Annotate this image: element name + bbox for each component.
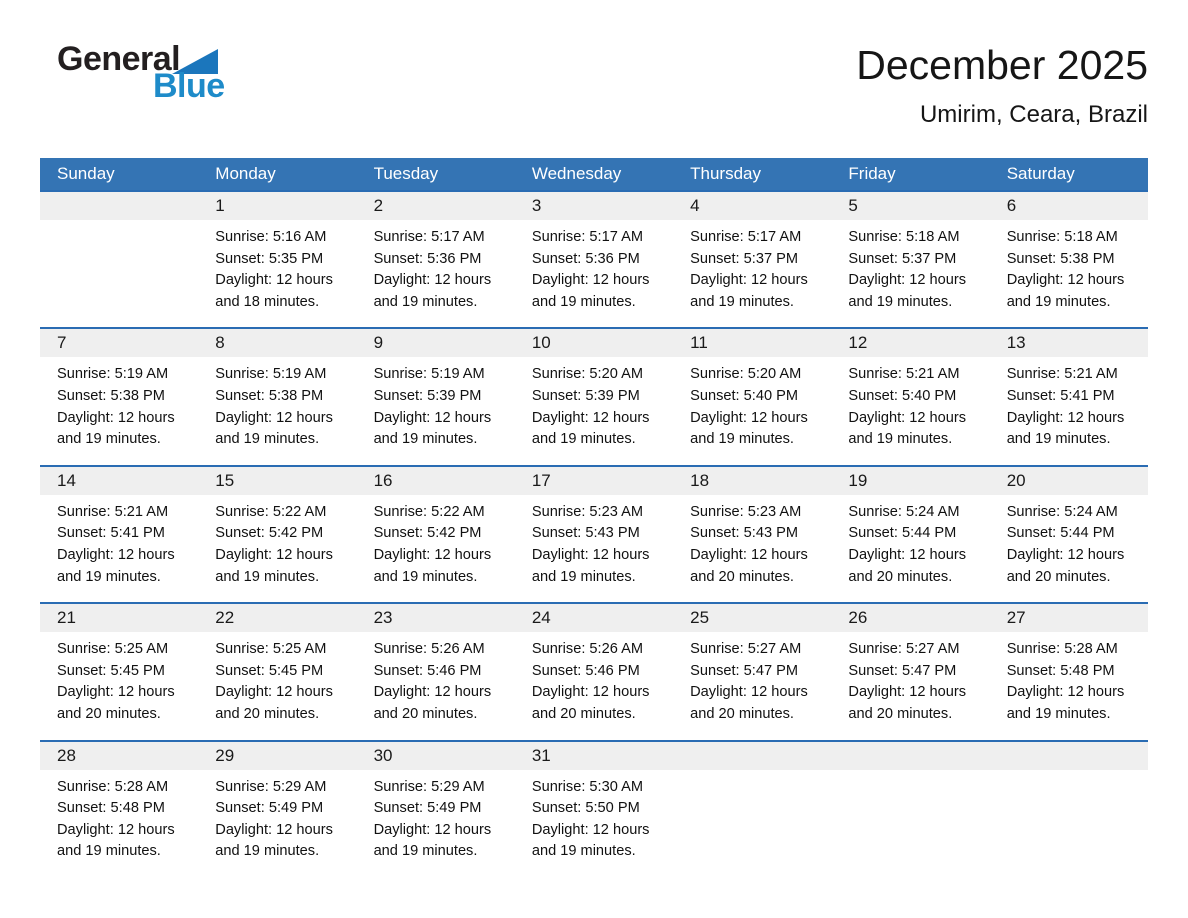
day-number-band xyxy=(40,329,198,357)
daylight-a-text: Daylight: 12 hours xyxy=(690,409,808,426)
sunrise-text: Sunrise: 5:20 AM xyxy=(531,366,643,383)
daylight-a-text: Daylight: 12 hours xyxy=(690,272,808,289)
day-info xyxy=(990,220,1148,327)
week-row-5 xyxy=(40,741,1148,877)
empty-day-cell xyxy=(990,741,1148,877)
daylight-a-text: Daylight: 12 hours xyxy=(690,546,808,563)
day-info xyxy=(673,357,831,464)
day-cell-28 xyxy=(40,741,198,877)
sunset-text: Sunset: 5:39 PM xyxy=(531,387,640,404)
logo-text-blue: Blue xyxy=(153,67,225,105)
daylight-b-text: and 19 minutes. xyxy=(57,568,161,585)
day-number-band xyxy=(198,604,356,632)
day-info xyxy=(515,495,673,602)
week-row-2 xyxy=(40,328,1148,465)
daylight-b-text: and 20 minutes. xyxy=(848,705,953,722)
daylight-b-text: and 20 minutes. xyxy=(215,705,320,722)
day-number: 30 xyxy=(373,745,393,765)
sunrise-text: Sunrise: 5:19 AM xyxy=(57,366,169,383)
daylight-b-text: and 20 minutes. xyxy=(373,705,478,722)
sunset-text: Sunset: 5:40 PM xyxy=(848,387,957,404)
daylight-a-text: Daylight: 12 hours xyxy=(531,409,650,426)
sunset-text: Sunset: 5:42 PM xyxy=(373,525,482,542)
day-info xyxy=(40,495,198,602)
sunrise-text: Sunrise: 5:22 AM xyxy=(373,503,485,520)
daylight-b-text: and 19 minutes. xyxy=(215,568,320,585)
day-number-band xyxy=(40,192,198,220)
day-info xyxy=(357,495,515,602)
sunset-text: Sunset: 5:49 PM xyxy=(215,800,324,817)
day-info xyxy=(198,357,356,464)
sunrise-text: Sunrise: 5:26 AM xyxy=(373,641,485,658)
day-number: 28 xyxy=(57,745,76,765)
daylight-a-text: Daylight: 12 hours xyxy=(848,409,967,426)
calendar-body xyxy=(40,191,1148,877)
sunrise-text: Sunrise: 5:24 AM xyxy=(848,503,960,520)
sunset-text: Sunset: 5:42 PM xyxy=(215,525,324,542)
day-number-band xyxy=(831,742,989,770)
sunset-text: Sunset: 5:39 PM xyxy=(373,387,482,404)
day-number: 15 xyxy=(215,470,235,490)
day-info xyxy=(990,632,1148,739)
day-cell-25 xyxy=(673,603,831,740)
daylight-b-text: and 19 minutes. xyxy=(848,293,953,310)
daylight-a-text: Daylight: 12 hours xyxy=(373,684,492,701)
day-number-band xyxy=(990,742,1148,770)
day-cell-6 xyxy=(990,191,1148,328)
daylight-b-text: and 19 minutes. xyxy=(531,568,636,585)
day-number-band xyxy=(990,192,1148,220)
week-row-1 xyxy=(40,191,1148,328)
day-cell-29 xyxy=(198,741,356,877)
sunrise-text: Sunrise: 5:19 AM xyxy=(215,366,327,383)
day-info xyxy=(357,357,515,464)
sunrise-text: Sunrise: 5:30 AM xyxy=(531,778,643,795)
day-number-band xyxy=(515,742,673,770)
daylight-a-text: Daylight: 12 hours xyxy=(1006,272,1125,289)
day-number: 19 xyxy=(848,470,868,490)
day-number-band xyxy=(673,604,831,632)
day-number: 10 xyxy=(531,333,551,353)
day-number-band xyxy=(673,742,831,770)
location-subtitle: Umirim, Ceara, Brazil xyxy=(919,101,1148,128)
day-number: 26 xyxy=(848,608,868,628)
daylight-a-text: Daylight: 12 hours xyxy=(215,546,333,563)
sunrise-text: Sunrise: 5:29 AM xyxy=(373,778,485,795)
empty-day-cell xyxy=(40,191,198,328)
day-cell-14 xyxy=(40,466,198,603)
day-number-band xyxy=(831,329,989,357)
day-number-band xyxy=(515,604,673,632)
sunrise-text: Sunrise: 5:17 AM xyxy=(531,229,643,245)
weekday-header-row xyxy=(40,158,1148,191)
weekday-header-monday: Monday xyxy=(198,158,356,191)
daylight-a-text: Daylight: 12 hours xyxy=(531,684,650,701)
day-number: 6 xyxy=(1006,196,1017,215)
day-cell-5 xyxy=(831,191,989,328)
sunset-text: Sunset: 5:36 PM xyxy=(373,250,482,267)
general-blue-logo xyxy=(57,42,225,103)
day-number: 4 xyxy=(690,196,700,215)
sunrise-text: Sunrise: 5:24 AM xyxy=(1006,503,1118,520)
day-cell-17 xyxy=(515,466,673,603)
daylight-a-text: Daylight: 12 hours xyxy=(373,821,492,838)
sunset-text: Sunset: 5:35 PM xyxy=(215,250,324,267)
day-number-band xyxy=(357,192,515,220)
daylight-b-text: and 19 minutes. xyxy=(215,431,320,448)
day-info xyxy=(515,632,673,739)
daylight-b-text: and 19 minutes. xyxy=(373,568,478,585)
day-number-band xyxy=(198,742,356,770)
daylight-b-text: and 19 minutes. xyxy=(57,431,161,448)
day-info xyxy=(673,495,831,602)
day-info xyxy=(990,495,1148,602)
daylight-b-text: and 19 minutes. xyxy=(690,431,794,448)
sunset-text: Sunset: 5:46 PM xyxy=(373,662,482,679)
daylight-b-text: and 20 minutes. xyxy=(57,705,161,722)
sunset-text: Sunset: 5:45 PM xyxy=(215,662,324,679)
day-cell-11 xyxy=(673,328,831,465)
sunset-text: Sunset: 5:48 PM xyxy=(57,800,165,817)
sunset-text: Sunset: 5:41 PM xyxy=(57,525,165,542)
daylight-b-text: and 19 minutes. xyxy=(848,431,953,448)
day-number-band xyxy=(40,742,198,770)
daylight-b-text: and 20 minutes. xyxy=(690,568,794,585)
day-number-band xyxy=(673,192,831,220)
daylight-b-text: and 20 minutes. xyxy=(1006,568,1111,585)
sunset-text: Sunset: 5:48 PM xyxy=(1006,662,1115,679)
title-block xyxy=(856,42,1148,129)
day-info xyxy=(198,220,356,327)
daylight-a-text: Daylight: 12 hours xyxy=(690,684,808,701)
sunset-text: Sunset: 5:44 PM xyxy=(848,525,957,542)
week-row-4 xyxy=(40,603,1148,740)
daylight-a-text: Daylight: 12 hours xyxy=(531,821,650,838)
day-number: 24 xyxy=(531,608,551,628)
day-cell-26 xyxy=(831,603,989,740)
day-number-band xyxy=(357,467,515,495)
sunset-text: Sunset: 5:41 PM xyxy=(1006,387,1115,404)
sunset-text: Sunset: 5:46 PM xyxy=(531,662,640,679)
day-number-band xyxy=(357,329,515,357)
day-info xyxy=(990,357,1148,464)
sunrise-text: Sunrise: 5:28 AM xyxy=(1006,641,1118,658)
page-header xyxy=(0,0,1188,158)
day-info xyxy=(831,495,989,602)
day-number-band xyxy=(673,467,831,495)
daylight-a-text: Daylight: 12 hours xyxy=(373,409,492,426)
daylight-a-text: Daylight: 12 hours xyxy=(215,409,333,426)
day-info xyxy=(198,770,356,877)
sunset-text: Sunset: 5:49 PM xyxy=(373,800,482,817)
day-info xyxy=(357,770,515,877)
sunrise-text: Sunrise: 5:21 AM xyxy=(1006,366,1118,383)
day-number: 23 xyxy=(373,608,393,628)
day-info xyxy=(357,220,515,327)
sunrise-text: Sunrise: 5:22 AM xyxy=(215,503,327,520)
day-number: 20 xyxy=(1006,470,1026,490)
weekday-header-sunday: Sunday xyxy=(40,158,198,191)
day-number: 11 xyxy=(690,333,708,353)
day-cell-19 xyxy=(831,466,989,603)
daylight-b-text: and 19 minutes. xyxy=(531,293,636,310)
sunset-text: Sunset: 5:43 PM xyxy=(690,525,799,542)
daylight-b-text: and 19 minutes. xyxy=(1006,293,1111,310)
sunset-text: Sunset: 5:47 PM xyxy=(848,662,957,679)
day-number: 13 xyxy=(1006,333,1026,353)
day-number-band xyxy=(673,329,831,357)
week-row-3 xyxy=(40,466,1148,603)
day-number-band xyxy=(990,604,1148,632)
day-cell-3 xyxy=(515,191,673,328)
day-number-band xyxy=(40,467,198,495)
day-number: 21 xyxy=(57,608,76,628)
daylight-a-text: Daylight: 12 hours xyxy=(215,821,333,838)
sunset-text: Sunset: 5:40 PM xyxy=(690,387,799,404)
sunrise-text: Sunrise: 5:29 AM xyxy=(215,778,327,795)
daylight-b-text: and 18 minutes. xyxy=(215,293,320,310)
daylight-a-text: Daylight: 12 hours xyxy=(1006,684,1125,701)
daylight-b-text: and 19 minutes. xyxy=(690,293,794,310)
day-info xyxy=(357,632,515,739)
daylight-b-text: and 20 minutes. xyxy=(531,705,636,722)
day-number: 22 xyxy=(215,608,235,628)
day-cell-24 xyxy=(515,603,673,740)
day-number: 29 xyxy=(215,745,235,765)
day-number: 3 xyxy=(531,196,542,215)
empty-day-cell xyxy=(673,741,831,877)
daylight-a-text: Daylight: 12 hours xyxy=(215,684,333,701)
day-info xyxy=(198,495,356,602)
day-cell-23 xyxy=(357,603,515,740)
day-cell-16 xyxy=(357,466,515,603)
day-number-band xyxy=(198,192,356,220)
day-number: 25 xyxy=(690,608,710,628)
day-number-band xyxy=(198,467,356,495)
day-cell-15 xyxy=(198,466,356,603)
sunset-text: Sunset: 5:38 PM xyxy=(57,387,165,404)
sunrise-text: Sunrise: 5:25 AM xyxy=(215,641,327,658)
day-number-band xyxy=(198,329,356,357)
sunset-text: Sunset: 5:45 PM xyxy=(57,662,165,679)
sunrise-text: Sunrise: 5:21 AM xyxy=(57,503,169,520)
sunrise-text: Sunrise: 5:27 AM xyxy=(690,641,802,658)
day-cell-21 xyxy=(40,603,198,740)
day-info xyxy=(673,220,831,327)
day-number: 14 xyxy=(57,470,76,490)
day-number: 18 xyxy=(690,470,710,490)
daylight-a-text: Daylight: 12 hours xyxy=(1006,409,1125,426)
day-cell-18 xyxy=(673,466,831,603)
sunset-text: Sunset: 5:47 PM xyxy=(690,662,799,679)
logo-text-general: General xyxy=(57,40,181,78)
day-cell-13 xyxy=(990,328,1148,465)
daylight-b-text: and 19 minutes. xyxy=(373,431,478,448)
sunrise-text: Sunrise: 5:18 AM xyxy=(848,229,960,245)
weekday-header-wednesday: Wednesday xyxy=(515,158,673,191)
daylight-a-text: Daylight: 12 hours xyxy=(57,684,175,701)
day-info xyxy=(515,220,673,327)
day-number-band xyxy=(40,604,198,632)
day-number: 7 xyxy=(57,333,67,353)
weekday-header-thursday: Thursday xyxy=(673,158,831,191)
day-number: 9 xyxy=(373,333,384,353)
daylight-a-text: Daylight: 12 hours xyxy=(57,546,175,563)
day-cell-7 xyxy=(40,328,198,465)
sunset-text: Sunset: 5:43 PM xyxy=(531,525,640,542)
day-number-band xyxy=(990,329,1148,357)
weekday-header-tuesday: Tuesday xyxy=(357,158,515,191)
daylight-b-text: and 19 minutes. xyxy=(1006,431,1111,448)
daylight-a-text: Daylight: 12 hours xyxy=(531,272,650,289)
day-number-band xyxy=(357,604,515,632)
sunrise-text: Sunrise: 5:19 AM xyxy=(373,366,485,383)
day-number: 17 xyxy=(531,470,551,490)
day-number-band xyxy=(515,192,673,220)
sunrise-text: Sunrise: 5:21 AM xyxy=(848,366,960,383)
daylight-a-text: Daylight: 12 hours xyxy=(215,272,333,289)
daylight-b-text: and 20 minutes. xyxy=(848,568,953,585)
daylight-b-text: and 20 minutes. xyxy=(690,705,794,722)
day-cell-27 xyxy=(990,603,1148,740)
sunrise-text: Sunrise: 5:20 AM xyxy=(690,366,802,383)
day-info xyxy=(515,357,673,464)
day-cell-12 xyxy=(831,328,989,465)
day-cell-20 xyxy=(990,466,1148,603)
daylight-a-text: Daylight: 12 hours xyxy=(57,409,175,426)
day-number-band xyxy=(831,192,989,220)
daylight-b-text: and 19 minutes. xyxy=(373,293,478,310)
sunset-text: Sunset: 5:37 PM xyxy=(848,250,957,267)
daylight-a-text: Daylight: 12 hours xyxy=(848,684,967,701)
daylight-a-text: Daylight: 12 hours xyxy=(848,272,967,289)
day-cell-10 xyxy=(515,328,673,465)
day-info xyxy=(40,770,198,877)
day-info xyxy=(40,357,198,464)
empty-day-cell xyxy=(831,741,989,877)
day-cell-1 xyxy=(198,191,356,328)
day-number: 27 xyxy=(1006,608,1026,628)
daylight-a-text: Daylight: 12 hours xyxy=(373,272,492,289)
day-cell-9 xyxy=(357,328,515,465)
day-number-band xyxy=(515,329,673,357)
sunrise-text: Sunrise: 5:28 AM xyxy=(57,778,169,795)
daylight-a-text: Daylight: 12 hours xyxy=(1006,546,1125,563)
daylight-a-text: Daylight: 12 hours xyxy=(848,546,967,563)
day-info xyxy=(831,220,989,327)
weekday-header-friday: Friday xyxy=(831,158,989,191)
sunrise-text: Sunrise: 5:17 AM xyxy=(373,229,485,245)
day-info xyxy=(198,632,356,739)
day-number-band xyxy=(990,467,1148,495)
day-number: 1 xyxy=(215,196,225,215)
day-info xyxy=(40,632,198,739)
day-number: 31 xyxy=(531,745,551,765)
daylight-b-text: and 19 minutes. xyxy=(373,843,478,860)
daylight-b-text: and 19 minutes. xyxy=(531,431,636,448)
day-number-band xyxy=(831,467,989,495)
daylight-b-text: and 19 minutes. xyxy=(1006,705,1111,722)
sunrise-text: Sunrise: 5:16 AM xyxy=(215,229,327,245)
sunset-text: Sunset: 5:37 PM xyxy=(690,250,799,267)
daylight-b-text: and 19 minutes. xyxy=(531,843,636,860)
day-number: 12 xyxy=(848,333,868,353)
daylight-a-text: Daylight: 12 hours xyxy=(531,546,650,563)
day-number: 2 xyxy=(373,196,384,215)
day-info xyxy=(831,632,989,739)
day-cell-31 xyxy=(515,741,673,877)
day-info xyxy=(831,357,989,464)
daylight-a-text: Daylight: 12 hours xyxy=(373,546,492,563)
sunrise-text: Sunrise: 5:23 AM xyxy=(531,503,643,520)
day-cell-8 xyxy=(198,328,356,465)
day-number-band xyxy=(357,742,515,770)
sunset-text: Sunset: 5:38 PM xyxy=(1006,250,1115,267)
day-info xyxy=(673,632,831,739)
day-cell-22 xyxy=(198,603,356,740)
calendar-table xyxy=(40,158,1148,877)
day-cell-2 xyxy=(357,191,515,328)
sunrise-text: Sunrise: 5:25 AM xyxy=(57,641,169,658)
day-info xyxy=(515,770,673,877)
sunset-text: Sunset: 5:38 PM xyxy=(215,387,324,404)
daylight-a-text: Daylight: 12 hours xyxy=(57,821,175,838)
day-number: 16 xyxy=(373,470,393,490)
day-number: 5 xyxy=(848,196,858,215)
day-number-band xyxy=(831,604,989,632)
day-number-band xyxy=(515,467,673,495)
sunrise-text: Sunrise: 5:27 AM xyxy=(848,641,960,658)
sunrise-text: Sunrise: 5:17 AM xyxy=(690,229,802,245)
day-cell-4 xyxy=(673,191,831,328)
day-number: 8 xyxy=(215,333,225,353)
daylight-b-text: and 19 minutes. xyxy=(215,843,320,860)
weekday-header-saturday: Saturday xyxy=(990,158,1148,191)
month-year-title: December 2025 xyxy=(856,42,1148,88)
daylight-b-text: and 19 minutes. xyxy=(57,843,161,860)
sunset-text: Sunset: 5:44 PM xyxy=(1006,525,1115,542)
sunset-text: Sunset: 5:50 PM xyxy=(531,800,640,817)
sunset-text: Sunset: 5:36 PM xyxy=(531,250,640,267)
sunrise-text: Sunrise: 5:23 AM xyxy=(690,503,802,520)
sunrise-text: Sunrise: 5:26 AM xyxy=(531,641,643,658)
sunrise-text: Sunrise: 5:18 AM xyxy=(1006,229,1118,245)
day-cell-30 xyxy=(357,741,515,877)
